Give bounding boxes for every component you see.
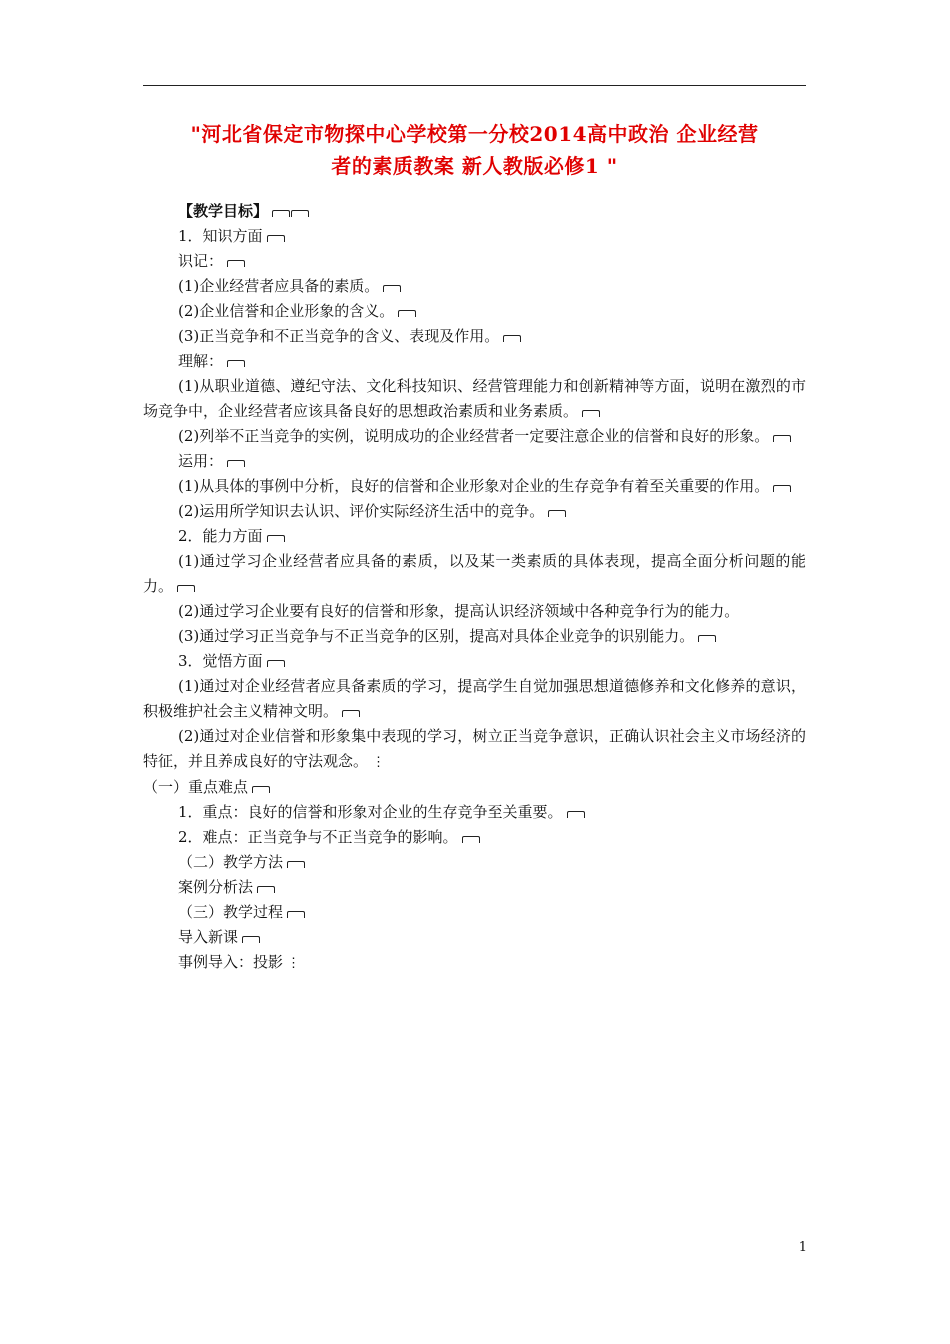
paragraph-mark-icon (773, 485, 791, 492)
paragraph (143, 825, 806, 850)
paragraph (143, 649, 806, 674)
vertical-dots-icon: ⋮ (372, 755, 386, 770)
paragraph-text: （一）重点难点 (143, 778, 249, 796)
paragraph-text: (1)通过学习企业经营者应具备的素质，以及某一类素质的具体表现，提高全面分析问题的能力。 (143, 552, 806, 595)
paragraph-mark-icon (383, 285, 401, 292)
paragraph-text: 运用： (178, 452, 224, 470)
paragraph (143, 875, 806, 900)
paragraph (143, 549, 806, 599)
paragraph (143, 800, 806, 825)
paragraph-text: 事例导入：投影 (178, 953, 284, 971)
paragraph-mark-icon (252, 786, 270, 793)
paragraph (143, 499, 806, 524)
paragraph (143, 374, 806, 424)
paragraph (143, 299, 806, 324)
paragraph-text: 【教学目标】 (178, 202, 269, 220)
page-number: 1 (798, 1240, 807, 1255)
paragraph-mark-icon (287, 861, 305, 868)
paragraph (143, 524, 806, 549)
paragraph-text: 3．觉悟方面 (178, 652, 263, 670)
paragraph-text: (3)正当竞争和不正当竞争的含义、表现及作用。 (178, 327, 500, 345)
title-line-2: 者的素质教案 新人教版必修1 " (331, 154, 618, 178)
paragraph-mark-icon (503, 335, 521, 342)
paragraph-mark-icon (227, 460, 245, 467)
paragraph-mark-icon (287, 911, 305, 918)
document-body (143, 199, 806, 976)
paragraph (143, 599, 806, 624)
paragraph-text: (2)通过学习企业要有良好的信誉和形象，提高认识经济领域中各种竞争行为的能力。 (178, 602, 740, 620)
paragraph (143, 474, 806, 499)
paragraph-text: (1)通过对企业经营者应具备素质的学习，提高学生自觉加强思想道德修养和文化修养的意识，积极维护社会主义精神文明。 (143, 677, 806, 720)
paragraph (143, 724, 806, 775)
paragraph-text: 2．能力方面 (178, 527, 263, 545)
paragraph-text: 2．难点：正当竞争与不正当竞争的影响。 (178, 828, 458, 846)
paragraph-text: 识记： (178, 252, 224, 270)
paragraph-text: （二）教学方法 (178, 853, 284, 871)
paragraph-text: (3)通过学习正当竞争与不正当竞争的区别，提高对具体企业竞争的识别能力。 (178, 627, 695, 645)
paragraph (143, 199, 806, 224)
paragraph (143, 424, 806, 449)
paragraph (143, 950, 806, 976)
paragraph-text: 导入新课 (178, 928, 239, 946)
paragraph (143, 324, 806, 349)
vertical-dots-icon: ⋮ (287, 956, 301, 971)
paragraph-mark-icon (267, 535, 285, 542)
title-line-1: "河北省保定市物探中心学校第一分校2014高中政治 企业经营 (190, 122, 759, 146)
paragraph-mark-icon (567, 811, 585, 818)
paragraph-mark-icon (257, 886, 275, 893)
paragraph (143, 224, 806, 249)
paragraph-mark-icon (462, 836, 480, 843)
paragraph-mark-icon (548, 510, 566, 517)
paragraph (143, 624, 806, 649)
paragraph-mark-icon (227, 260, 245, 267)
paragraph-text: 1．知识方面 (178, 227, 263, 245)
paragraph-text: (2)列举不正当竞争的实例，说明成功的企业经营者一定要注意企业的信誉和良好的形象。 (178, 427, 770, 445)
paragraph-text: 1．重点：良好的信誉和形象对企业的生存竞争至关重要。 (178, 803, 563, 821)
paragraph-text: (2)企业信誉和企业形象的含义。 (178, 302, 395, 320)
paragraph-text: 理解： (178, 352, 224, 370)
paragraph (143, 349, 806, 374)
paragraph-mark-icon (227, 360, 245, 367)
document-title (143, 118, 806, 182)
paragraph-text: （三）教学过程 (178, 903, 284, 921)
paragraph-mark-icon (177, 585, 195, 592)
paragraph (143, 274, 806, 299)
paragraph-text: (1)从具体的事例中分析，良好的信誉和企业形象对企业的生存竞争有着至关重要的作用。 (178, 477, 770, 495)
paragraph-mark-icon (267, 660, 285, 667)
paragraph-text: (2)运用所学知识去认识、评价实际经济生活中的竞争。 (178, 502, 545, 520)
paragraph-text: (1)企业经营者应具备的素质。 (178, 277, 380, 295)
paragraph-mark-icon (267, 235, 285, 242)
paragraph-mark-icon (342, 710, 360, 717)
paragraph-mark-icon (773, 435, 791, 442)
paragraph (143, 900, 806, 925)
paragraph (143, 674, 806, 724)
paragraph-mark-icon (398, 310, 416, 317)
paragraph (143, 925, 806, 950)
paragraph-text: (2)通过对企业信誉和形象集中表现的学习，树立正当竞争意识，正确认识社会主义市场经济的特征，并且养成良好的守法观念。 (143, 727, 806, 770)
paragraph-text: 案例分析法 (178, 878, 254, 896)
paragraph-mark-icon (291, 210, 309, 217)
paragraph-text: (1)从职业道德、遵纪守法、文化科技知识、经营管理能力和创新精神等方面，说明在激烈的市场竞争中，企业经营者应该具备良好的思想政治素质和业务素质。 (143, 377, 806, 420)
paragraph (143, 775, 806, 800)
paragraph (143, 249, 806, 274)
paragraph-mark-icon (272, 210, 290, 217)
paragraph (143, 850, 806, 875)
paragraph-mark-icon (582, 410, 600, 417)
header-rule (143, 85, 806, 86)
paragraph (143, 449, 806, 474)
paragraph-mark-icon (242, 936, 260, 943)
paragraph-mark-icon (698, 635, 716, 642)
